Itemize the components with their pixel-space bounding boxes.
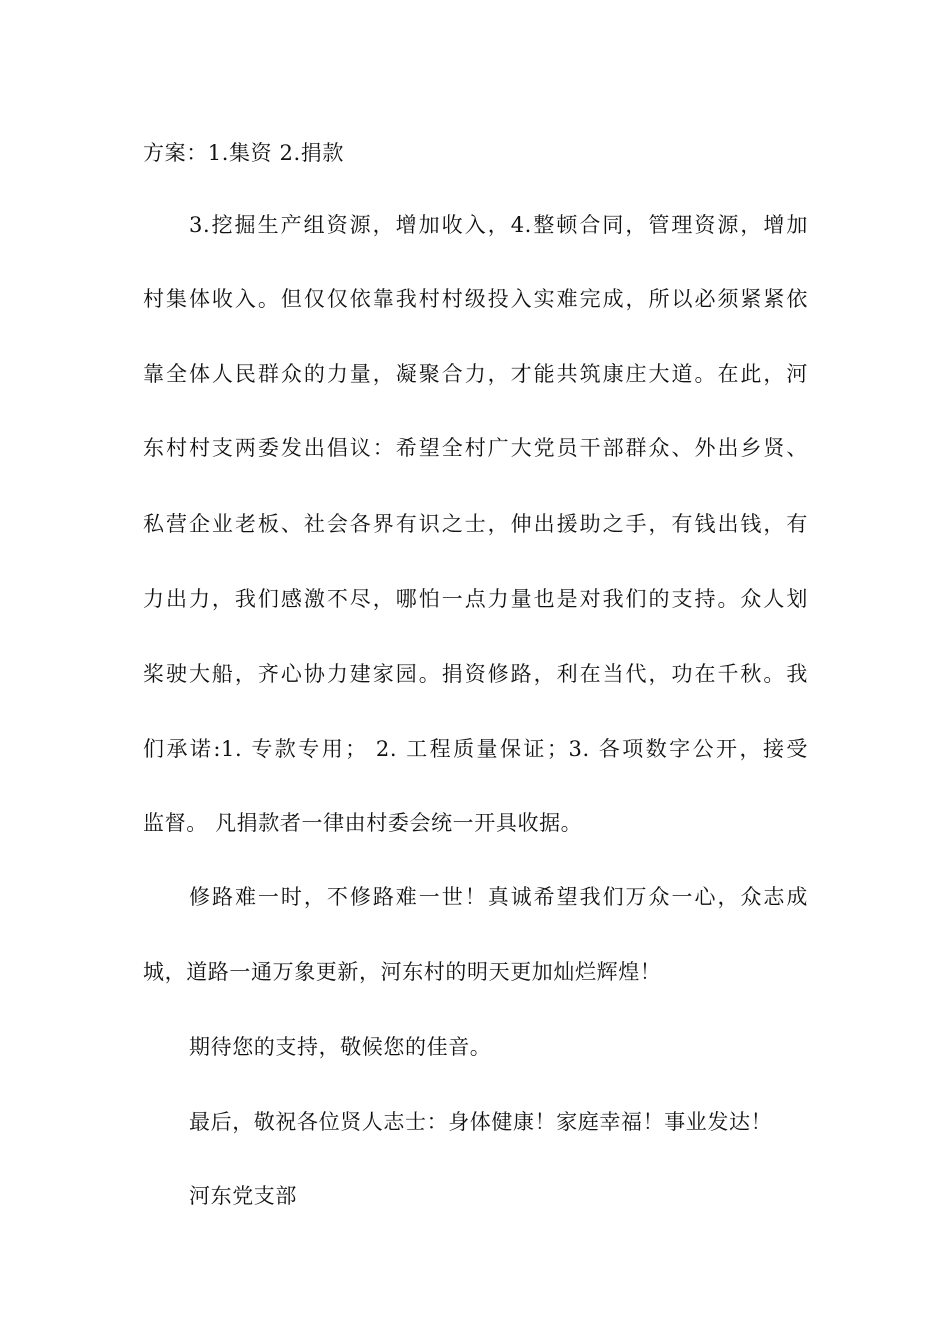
text-line-6: 私营企业老板、社会各界有识之士，伸出援助之手，有钱出钱，有 — [143, 512, 808, 536]
text-line-3: 村集体收入。但仅仅依靠我村村级投入实难完成，所以必须紧紧依 — [143, 287, 808, 311]
text-line-4: 靠全体人民群众的力量，凝聚合力，才能共筑康庄大道。在此，河 — [143, 362, 808, 386]
text-line-14: 最后，敬祝各位贤人志士：身体健康！家庭幸福！事业发达！ — [189, 1110, 773, 1134]
text-line-7: 力出力，我们感激不尽，哪怕一点力量也是对我们的支持。众人划 — [143, 587, 808, 611]
text-line-5: 东村村支两委发出倡议：希望全村广大党员干部群众、外出乡贤、 — [143, 436, 808, 460]
text-line-9: 们承诺:1. 专款专用； 2. 工程质量保证；3. 各项数字公开，接受 — [143, 737, 808, 761]
text-line-12: 城，道路一通万象更新，河东村的明天更加灿烂辉煌！ — [143, 960, 662, 984]
text-line-10: 监督。 凡捐款者一律由村委会统一开具收据。 — [143, 811, 583, 835]
text-line-1: 方案：1.集资 2.捐款 — [143, 141, 344, 165]
text-line-15: 河东党支部 — [189, 1184, 297, 1208]
text-line-11: 修路难一时，不修路难一世！真诚希望我们万众一心，众志成 — [189, 885, 808, 909]
text-line-8: 桨驶大船，齐心协力建家园。捐资修路，利在当代，功在千秋。我 — [143, 662, 808, 686]
text-line-13: 期待您的支持，敬候您的佳音。 — [189, 1035, 492, 1059]
text-line-2: 3.挖掘生产组资源，增加收入，4.整顿合同，管理资源，增加 — [189, 213, 808, 237]
